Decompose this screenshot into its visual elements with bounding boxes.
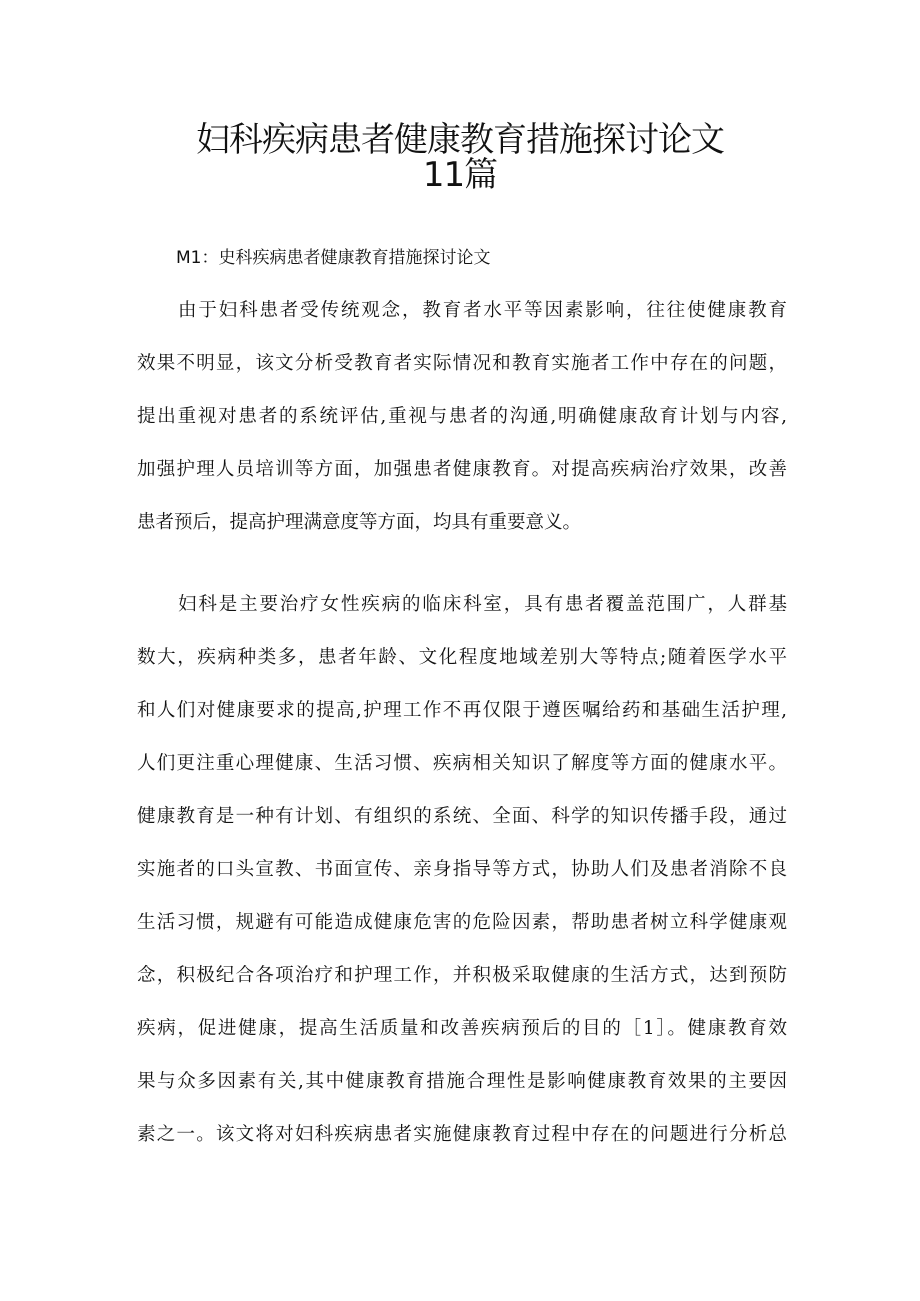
paragraph-line: 和人们对健康要求的提高,护理工作不再仅限于遵医嘱给药和基础生活护理,: [137, 700, 787, 721]
paragraph-line: 念，积极纪合各项治疗和护理工作，并积极采取健康的生活方式，达到预防: [137, 965, 787, 986]
document-title: 妇科疾病患者健康教育措施探讨论文: [196, 120, 724, 160]
paragraph-line: 数大，疾病种类多，患者年龄、文化程度地域差别大等特点;随着医学水平: [137, 647, 787, 668]
paragraph-line: 由于妇科患者受传统观念，教育者水平等因素影响，往往使健康教育: [178, 300, 787, 321]
article-subheading-text: 史科疾病患者健康教育措施探讨论文: [218, 248, 491, 268]
paragraph-line: 健康教育是一种有计划、有组织的系统、全面、科学的知识传播手段，通过: [137, 806, 787, 827]
paragraph-line: 加强护理人员培训等方面，加强患者健康教育。对提高疾病治疗效果，改善: [137, 459, 787, 480]
document-title-count: 11篇: [422, 155, 498, 195]
article-subheading: [176, 243, 490, 268]
paragraph-line: 效果不明显，该文分析受教育者实际情况和教育实施者工作中存在的问题，: [137, 353, 787, 374]
paragraph-line: 人们更注重心理健康、生活习惯、疾病相关知识了解度等方面的健康水平。: [137, 753, 787, 774]
paragraph-line: 生活习惯，规避有可能造成健康危害的危险因素，帮助患者树立科学健康观: [137, 912, 787, 933]
article-number: M1：: [176, 248, 219, 268]
paragraph-abstract: [137, 284, 787, 549]
paragraph-line: 疾病，促进健康，提高生活质量和改善疾病预后的目的［1］。健康教育效: [137, 1018, 787, 1039]
paragraph-introduction: [137, 578, 787, 1161]
paragraph-line: 提出重视对患者的系统评估,重视与患者的沟通,明确健康敌育计划与内容,: [137, 406, 787, 427]
paragraph-line: 患者预后，提高护理满意度等方面，均具有重要意义。: [137, 512, 582, 533]
paragraph-line: 妇科是主要治疗女性疾病的临床科室，具有患者覆盖范围广，人群基: [178, 594, 787, 615]
paragraph-line: 果与众多因素有关,其中健康教育措施合理性是影响健康教育效果的主要因: [137, 1071, 787, 1092]
paragraph-line: 素之一。该文将对妇科疾病患者实施健康教育过程中存在的问题进行分析总: [137, 1124, 787, 1145]
paragraph-line: 实施者的口头宣教、书面宣传、亲身指导等方式，协助人们及患者消除不良: [137, 859, 787, 880]
